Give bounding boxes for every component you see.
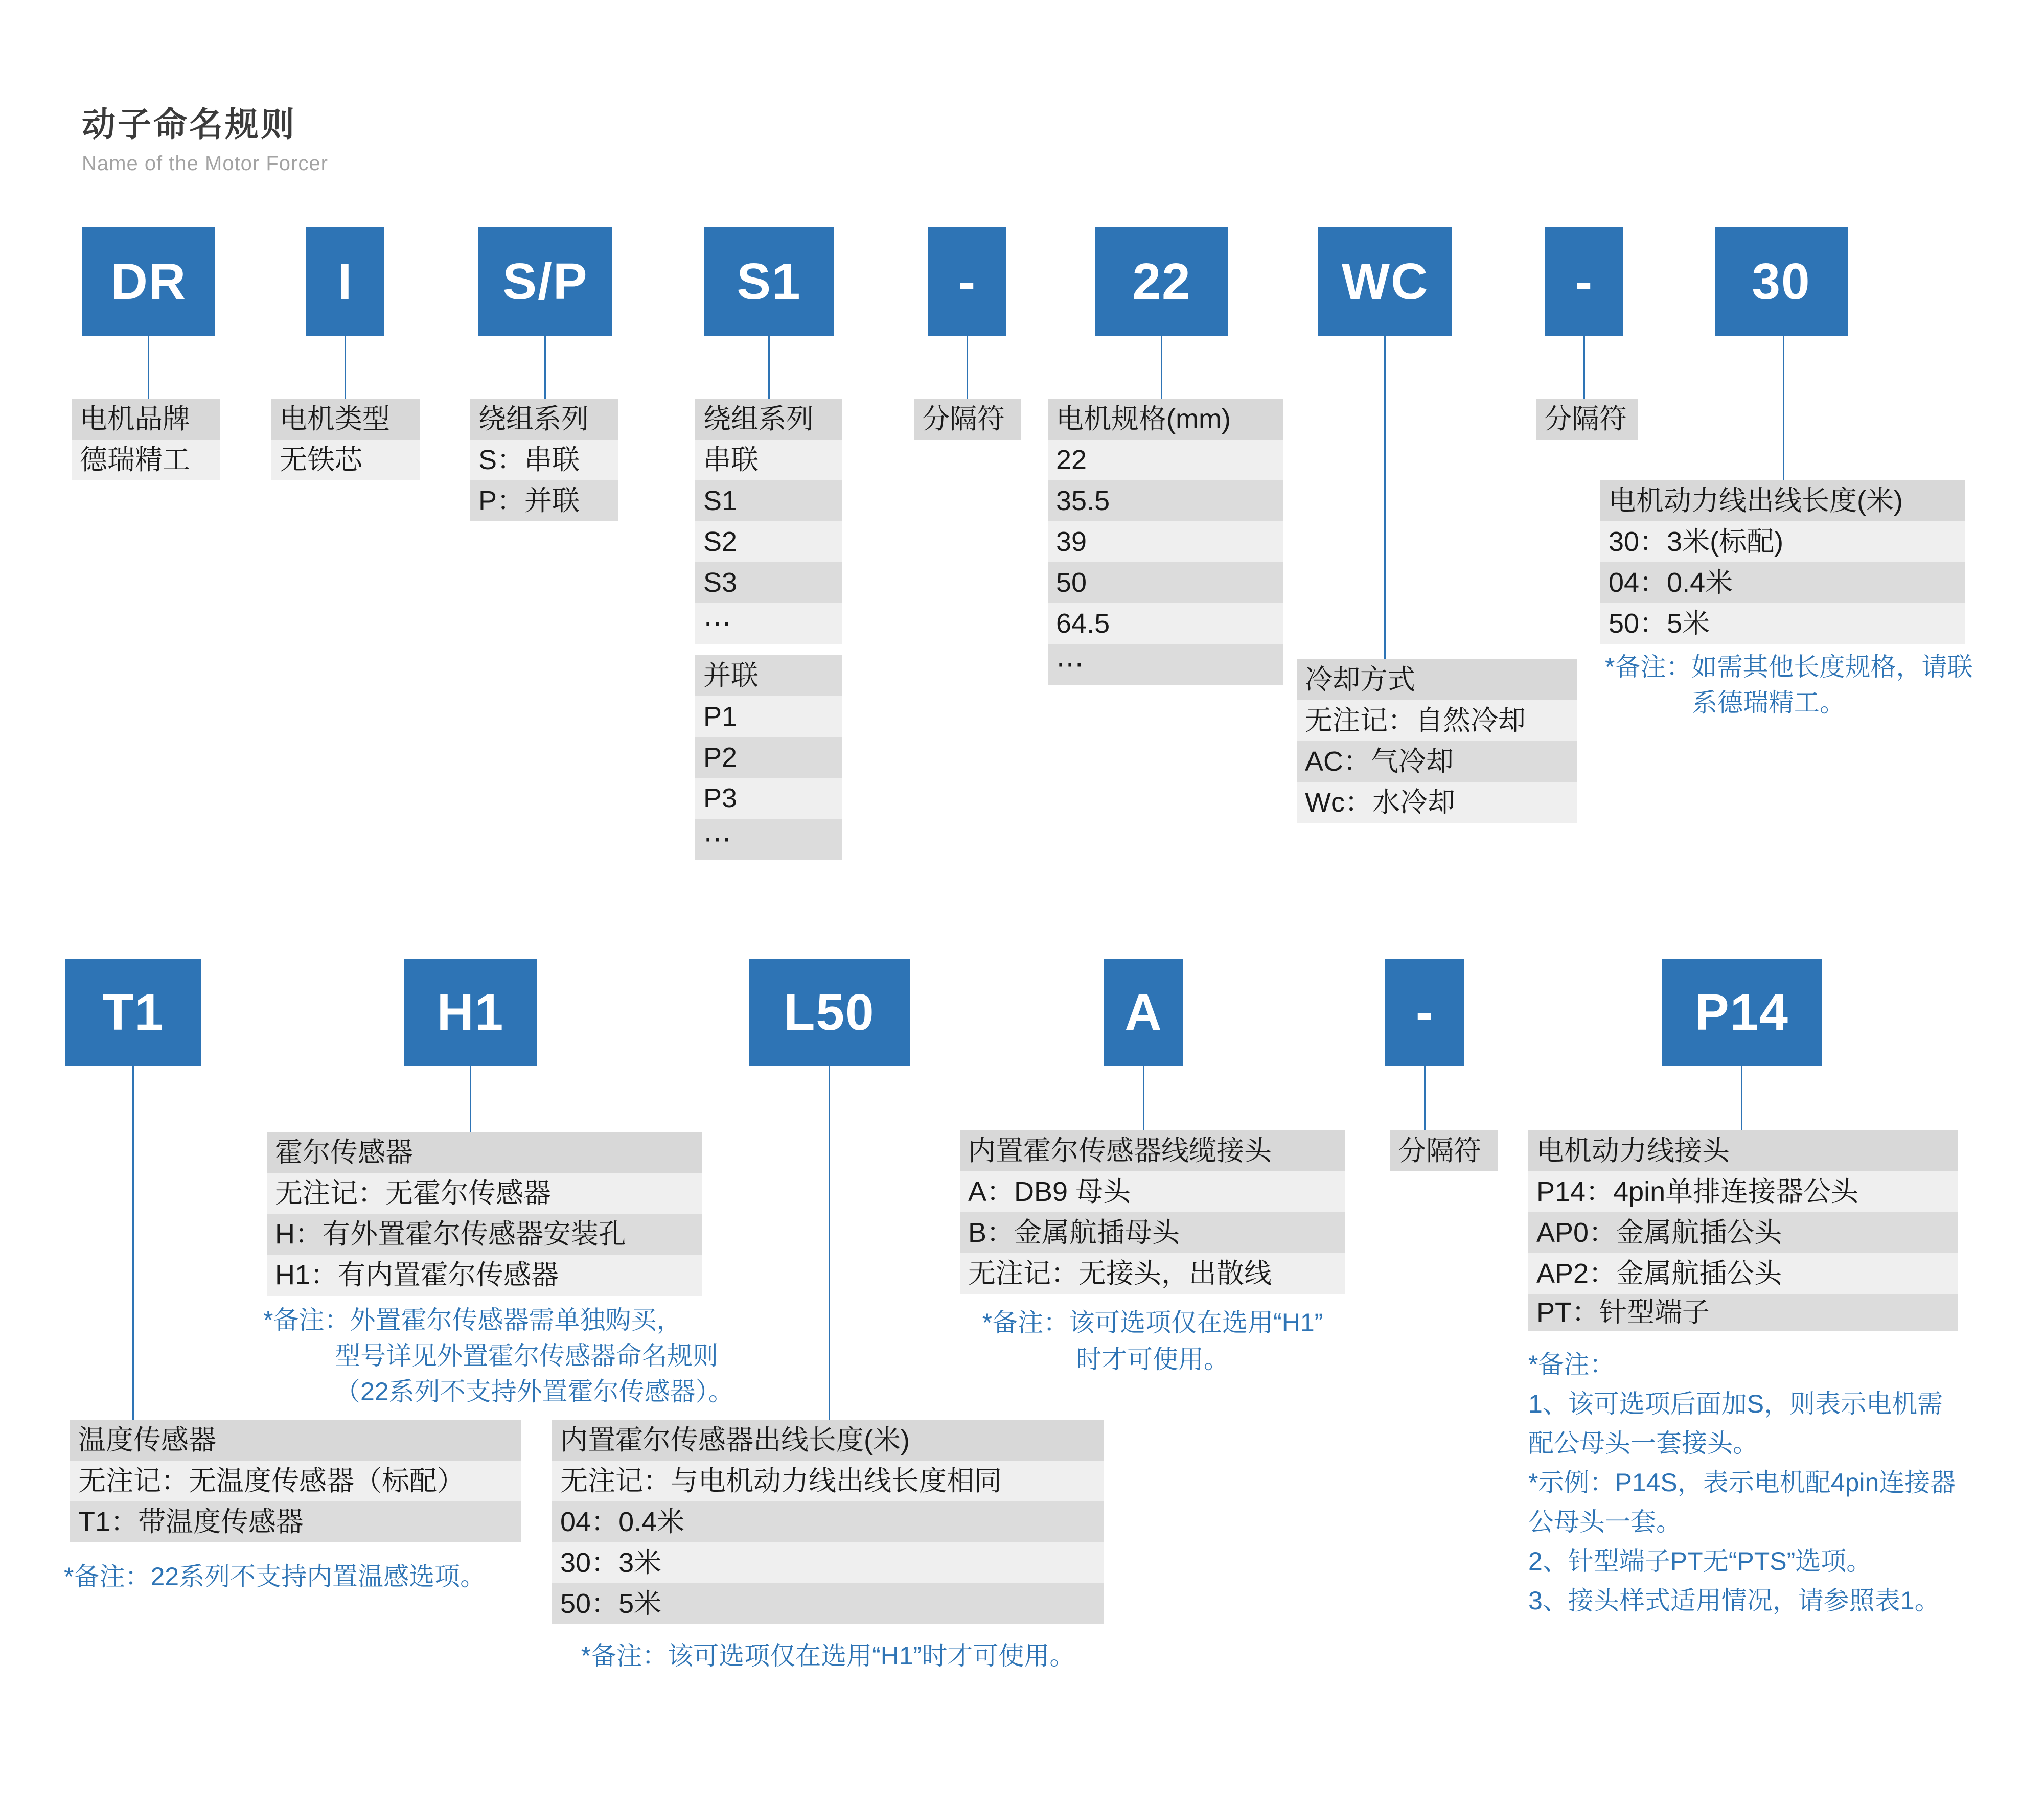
group-hall-row: H1：有内置霍尔传感器 — [267, 1255, 702, 1296]
group-hall-cable-row: 无注记：与电机动力线出线长度相同 — [552, 1461, 1104, 1501]
code-box-t1: T1 — [65, 959, 201, 1066]
group-winding-series-row: 并联 — [695, 655, 842, 696]
power-conn-note-line: *示例：P14S，表示电机配4pin连接器 — [1528, 1468, 1956, 1497]
group-motor-type-header: 电机类型 — [271, 399, 420, 440]
group-hall-header: 霍尔传感器 — [267, 1132, 702, 1173]
group-winding-series-row: S1 — [695, 480, 842, 521]
group-temp-header: 温度传感器 — [70, 1420, 521, 1461]
group-hall-row: H：有外置霍尔传感器安装孔 — [267, 1214, 702, 1255]
group-winding-sp-header: 绕组系列 — [470, 399, 618, 440]
group-hall-conn — [960, 1130, 1345, 1294]
connector-dash1 — [967, 336, 968, 399]
group-winding-series-header: 绕组系列 — [695, 399, 842, 440]
connector-s1 — [768, 336, 770, 399]
temp-note — [64, 1559, 486, 1594]
group-spec-header: 电机规格(mm) — [1048, 399, 1283, 440]
connector-dash3 — [1424, 1066, 1426, 1130]
group-cable-length-row: 50：5米 — [1600, 603, 1965, 644]
group-spec-row: 39 — [1048, 521, 1283, 562]
group-brand-row: 德瑞精工 — [72, 440, 220, 480]
hall-cable-note — [552, 1638, 1104, 1674]
connector-22 — [1161, 336, 1162, 399]
group-winding-series — [695, 399, 842, 860]
group-temp-row: 无注记：无温度传感器（标配） — [70, 1461, 521, 1501]
hall-note — [263, 1302, 734, 1409]
group-brand — [72, 399, 220, 480]
group-separator-2 — [1536, 399, 1638, 440]
hall-conn-note — [960, 1304, 1345, 1378]
power-conn-note-line: 公母头一套。 — [1528, 1508, 1682, 1536]
page-title: 动子命名规则 — [82, 105, 296, 143]
code-box-l50: L50 — [749, 959, 910, 1066]
code-box-22: 22 — [1095, 227, 1228, 336]
code-box-a: A — [1104, 959, 1183, 1066]
temp-note-line: *备注：22系列不支持内置温感选项。 — [64, 1562, 486, 1591]
group-winding-series-row: P1 — [695, 696, 842, 737]
group-separator-1 — [914, 399, 1021, 440]
group-cable-length-row: 04：0.4米 — [1600, 562, 1965, 603]
group-winding-sp-row: S：串联 — [470, 440, 618, 480]
group-hall-cable — [552, 1420, 1104, 1624]
group-power-conn — [1528, 1130, 1958, 1331]
group-separator-3 — [1390, 1130, 1498, 1171]
group-cooling — [1297, 659, 1577, 823]
group-winding-series-gap — [695, 644, 842, 655]
group-spec-row: ⋯ — [1048, 644, 1283, 685]
group-winding-series-row: ⋯ — [695, 603, 842, 644]
power-conn-note-line: 配公母头一套接头。 — [1528, 1429, 1758, 1458]
group-hall-cable-row: 04：0.4米 — [552, 1501, 1104, 1542]
group-spec-row: 22 — [1048, 440, 1283, 480]
group-hall-conn-row: A：DB9 母头 — [960, 1171, 1345, 1212]
cable-length-note-line: *备注：如需其他长度规格，请联 — [1605, 653, 1973, 681]
group-power-conn-header: 电机动力线接头 — [1528, 1130, 1958, 1171]
group-hall-cable-row: 30：3米 — [552, 1542, 1104, 1583]
group-winding-series-row: ⋯ — [695, 819, 842, 860]
group-hall-conn-row: B：金属航插母头 — [960, 1212, 1345, 1253]
group-winding-sp — [470, 399, 618, 521]
connector-dash2 — [1583, 336, 1585, 399]
power-conn-note — [1528, 1345, 1956, 1621]
code-box-dash1: - — [928, 227, 1006, 336]
separator-label: 分隔符 — [914, 399, 1021, 440]
code-box-30: 30 — [1715, 227, 1848, 336]
group-motor-type-row: 无铁芯 — [271, 440, 420, 480]
hall-cable-note-line: *备注：该可选项仅在选用“H1”时才可使用。 — [581, 1641, 1075, 1670]
group-winding-series-row: P2 — [695, 737, 842, 778]
connector-a — [1143, 1066, 1144, 1130]
group-winding-series-row: 串联 — [695, 440, 842, 480]
group-cooling-row: 无注记：自然冷却 — [1297, 700, 1577, 741]
code-box-sp: S/P — [478, 227, 612, 336]
code-box-dash2: - — [1545, 227, 1623, 336]
cable-length-note-line: 系德瑞精工。 — [1692, 688, 1845, 717]
group-cooling-row: Wc：水冷却 — [1297, 782, 1577, 823]
group-hall — [267, 1132, 702, 1296]
group-hall-row: 无注记：无霍尔传感器 — [267, 1173, 702, 1214]
group-power-conn-row: P14：4pin单排连接器公头 — [1528, 1171, 1958, 1212]
group-spec-row: 35.5 — [1048, 480, 1283, 521]
power-conn-note-line: 3、接头样式适用情况，请参照表1。 — [1528, 1586, 1940, 1615]
group-cooling-header: 冷却方式 — [1297, 659, 1577, 700]
group-cable-length-row: 30：3米(标配) — [1600, 521, 1965, 562]
hall-note-line: 型号详见外置霍尔传感器命名规则 — [335, 1342, 718, 1370]
group-spec-row: 64.5 — [1048, 603, 1283, 644]
connector-p14 — [1741, 1066, 1742, 1130]
group-hall-cable-row: 50：5米 — [552, 1583, 1104, 1624]
page-subtitle: Name of the Motor Forcer — [82, 152, 328, 175]
hall-note-line: （22系列不支持外置霍尔传感器）。 — [335, 1377, 734, 1406]
group-power-conn-row: AP0：金属航插公头 — [1528, 1212, 1958, 1253]
connector-i — [345, 336, 346, 399]
group-cable-length — [1600, 480, 1965, 644]
connector-wc — [1384, 336, 1386, 659]
hall-conn-note-line: *备注：该可选项仅在选用“H1” — [982, 1308, 1323, 1337]
power-conn-note-line: *备注： — [1528, 1350, 1615, 1379]
connector-l50 — [829, 1066, 830, 1420]
group-hall-conn-header: 内置霍尔传感器线缆接头 — [960, 1130, 1345, 1171]
group-hall-conn-row: 无注记：无接头，出散线 — [960, 1253, 1345, 1294]
group-winding-series-row: S2 — [695, 521, 842, 562]
group-motor-type — [271, 399, 420, 480]
code-box-s1: S1 — [704, 227, 834, 336]
group-hall-cable-header: 内置霍尔传感器出线长度(米) — [552, 1420, 1104, 1461]
group-winding-sp-row: P：并联 — [470, 480, 618, 521]
group-winding-series-row: S3 — [695, 562, 842, 603]
code-box-wc: WC — [1318, 227, 1452, 336]
code-box-h1: H1 — [404, 959, 537, 1066]
code-box-p14: P14 — [1662, 959, 1822, 1066]
hall-conn-note-line: 时才可使用。 — [1076, 1345, 1229, 1374]
group-temp — [70, 1420, 521, 1542]
group-power-conn-row: PT：针型端子 — [1528, 1294, 1958, 1331]
hall-note-line: *备注：外置霍尔传感器需单独购买， — [263, 1306, 682, 1334]
code-box-i: I — [306, 227, 384, 336]
power-conn-note-line: 1、该可选项后面加S，则表示电机需 — [1528, 1390, 1943, 1418]
group-cooling-row: AC：气冷却 — [1297, 741, 1577, 782]
cable-length-note — [1605, 649, 1972, 721]
connector-t1 — [132, 1066, 134, 1420]
group-power-conn-row: AP2：金属航插公头 — [1528, 1253, 1958, 1294]
group-spec — [1048, 399, 1283, 685]
power-conn-note-line: 2、针型端子PT无“PTS”选项。 — [1528, 1547, 1872, 1576]
code-box-dash3: - — [1385, 959, 1464, 1066]
group-temp-row: T1：带温度传感器 — [70, 1501, 521, 1542]
connector-30 — [1783, 336, 1784, 480]
group-cable-length-header: 电机动力线出线长度(米) — [1600, 480, 1965, 521]
connector-h1 — [470, 1066, 471, 1132]
connector-dr — [148, 336, 149, 399]
connector-sp — [544, 336, 546, 399]
separator-label: 分隔符 — [1390, 1130, 1498, 1171]
code-box-dr: DR — [82, 227, 215, 336]
group-winding-series-row: P3 — [695, 778, 842, 819]
group-spec-row: 50 — [1048, 562, 1283, 603]
group-brand-header: 电机品牌 — [72, 399, 220, 440]
separator-label: 分隔符 — [1536, 399, 1638, 440]
